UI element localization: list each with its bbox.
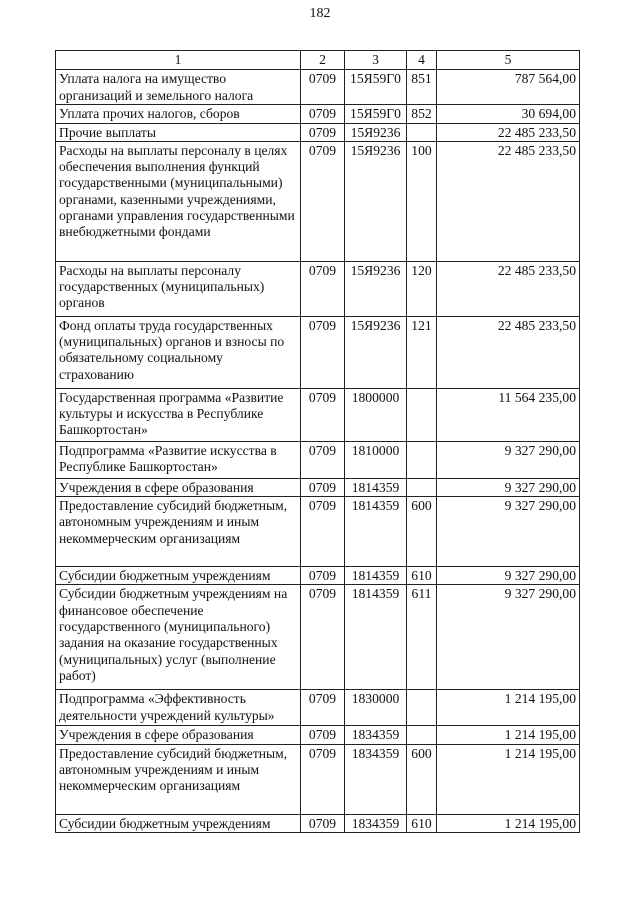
- row-amount: 9 327 290,00: [437, 567, 580, 585]
- row-name: Уплата налога на имущество организаций и земельного налога: [56, 70, 301, 105]
- header-col-3: 3: [345, 51, 407, 70]
- row-name: Государственная программа «Развитие культуры и искусства в Республике Башкортостан»: [56, 388, 301, 441]
- header-col-2: 2: [301, 51, 345, 70]
- table-row: [56, 388, 580, 441]
- row-target: 1834359: [345, 814, 407, 832]
- table-row: [56, 567, 580, 585]
- row-section: 0709: [301, 261, 345, 316]
- row-amount: 11 564 235,00: [437, 388, 580, 441]
- row-type: [407, 726, 437, 744]
- row-type: 851: [407, 70, 437, 105]
- budget-table: [55, 50, 580, 833]
- table-row: [56, 690, 580, 726]
- row-name: Учреждения в сфере образования: [56, 726, 301, 744]
- row-type: [407, 123, 437, 141]
- page-number: 182: [309, 6, 331, 21]
- row-target: 15Я59Г0: [345, 70, 407, 105]
- row-type: 100: [407, 141, 437, 261]
- row-section: 0709: [301, 726, 345, 744]
- row-name: Предоставление субсидий бюджетным, автономным учреждениям и иным некоммерческим организациям: [56, 744, 301, 814]
- row-section: 0709: [301, 141, 345, 261]
- row-amount: 1 214 195,00: [437, 726, 580, 744]
- row-section: 0709: [301, 744, 345, 814]
- table-row: [56, 478, 580, 496]
- row-amount: 22 485 233,50: [437, 123, 580, 141]
- table-row: [56, 123, 580, 141]
- header-row: [56, 51, 580, 70]
- row-type: 120: [407, 261, 437, 316]
- row-type: [407, 478, 437, 496]
- row-type: 600: [407, 744, 437, 814]
- row-name: Подпрограмма «Эффективность деятельности учреждений культуры»: [56, 690, 301, 726]
- row-amount: 9 327 290,00: [437, 441, 580, 478]
- row-type: 121: [407, 316, 437, 388]
- row-type: 852: [407, 105, 437, 123]
- row-section: 0709: [301, 814, 345, 832]
- row-section: 0709: [301, 497, 345, 567]
- header-col-4: 4: [407, 51, 437, 70]
- row-amount: 787 564,00: [437, 70, 580, 105]
- row-amount: 1 214 195,00: [437, 814, 580, 832]
- row-name: Прочие выплаты: [56, 123, 301, 141]
- table-row: [56, 141, 580, 261]
- table-row: [56, 497, 580, 567]
- row-amount: 1 214 195,00: [437, 690, 580, 726]
- row-section: 0709: [301, 388, 345, 441]
- row-target: 1834359: [345, 726, 407, 744]
- row-type: [407, 388, 437, 441]
- row-section: 0709: [301, 316, 345, 388]
- table-row: [56, 105, 580, 123]
- row-section: 0709: [301, 690, 345, 726]
- row-section: 0709: [301, 70, 345, 105]
- row-amount: 22 485 233,50: [437, 261, 580, 316]
- row-target: 15Я9236: [345, 123, 407, 141]
- row-amount: 1 214 195,00: [437, 744, 580, 814]
- row-target: 15Я9236: [345, 141, 407, 261]
- table-row: [56, 585, 580, 690]
- row-name: Расходы на выплаты персоналу государственных (муниципальных) органов: [56, 261, 301, 316]
- table-row: [56, 441, 580, 478]
- row-target: 1834359: [345, 744, 407, 814]
- row-target: 1814359: [345, 567, 407, 585]
- row-section: 0709: [301, 585, 345, 690]
- table-row: [56, 70, 580, 105]
- table-row: [56, 316, 580, 388]
- row-section: 0709: [301, 567, 345, 585]
- row-section: 0709: [301, 441, 345, 478]
- row-type: 611: [407, 585, 437, 690]
- row-name: Фонд оплаты труда государственных (муниципальных) органов и взносы по обязательному социальному страхованию: [56, 316, 301, 388]
- row-name: Уплата прочих налогов, сборов: [56, 105, 301, 123]
- row-type: 600: [407, 497, 437, 567]
- row-name: Субсидии бюджетным учреждениям на финансовое обеспечение государственного (муниципального) задания на оказание государственных (муниципальных) услуг (выполнение работ): [56, 585, 301, 690]
- row-amount: 9 327 290,00: [437, 585, 580, 690]
- row-type: 610: [407, 567, 437, 585]
- header-col-5: 5: [437, 51, 580, 70]
- table-row: [56, 261, 580, 316]
- row-target: 1800000: [345, 388, 407, 441]
- row-name: Предоставление субсидий бюджетным, автономным учреждениям и иным некоммерческим организациям: [56, 497, 301, 567]
- row-target: 15Я9236: [345, 316, 407, 388]
- row-name: Расходы на выплаты персоналу в целях обеспечения выполнения функций государственными (муниципальными) органами, казенными учреждениями, органами управления государственными внебюджетными фондами: [56, 141, 301, 261]
- table-row: [56, 814, 580, 832]
- table-row: [56, 726, 580, 744]
- row-target: 1814359: [345, 478, 407, 496]
- row-section: 0709: [301, 105, 345, 123]
- row-section: 0709: [301, 478, 345, 496]
- row-name: Субсидии бюджетным учреждениям: [56, 814, 301, 832]
- row-type: [407, 690, 437, 726]
- row-type: [407, 441, 437, 478]
- row-amount: 22 485 233,50: [437, 316, 580, 388]
- row-amount: 22 485 233,50: [437, 141, 580, 261]
- row-name: Учреждения в сфере образования: [56, 478, 301, 496]
- row-target: 1810000: [345, 441, 407, 478]
- header-col-1: 1: [56, 51, 301, 70]
- row-target: 1814359: [345, 497, 407, 567]
- row-type: 610: [407, 814, 437, 832]
- row-amount: 30 694,00: [437, 105, 580, 123]
- row-name: Подпрограмма «Развитие искусства в Республике Башкортостан»: [56, 441, 301, 478]
- row-section: 0709: [301, 123, 345, 141]
- row-target: 1814359: [345, 585, 407, 690]
- row-target: 15Я9236: [345, 261, 407, 316]
- row-target: 1830000: [345, 690, 407, 726]
- row-target: 15Я59Г0: [345, 105, 407, 123]
- row-name: Субсидии бюджетным учреждениям: [56, 567, 301, 585]
- row-amount: 9 327 290,00: [437, 478, 580, 496]
- row-amount: 9 327 290,00: [437, 497, 580, 567]
- table-row: [56, 744, 580, 814]
